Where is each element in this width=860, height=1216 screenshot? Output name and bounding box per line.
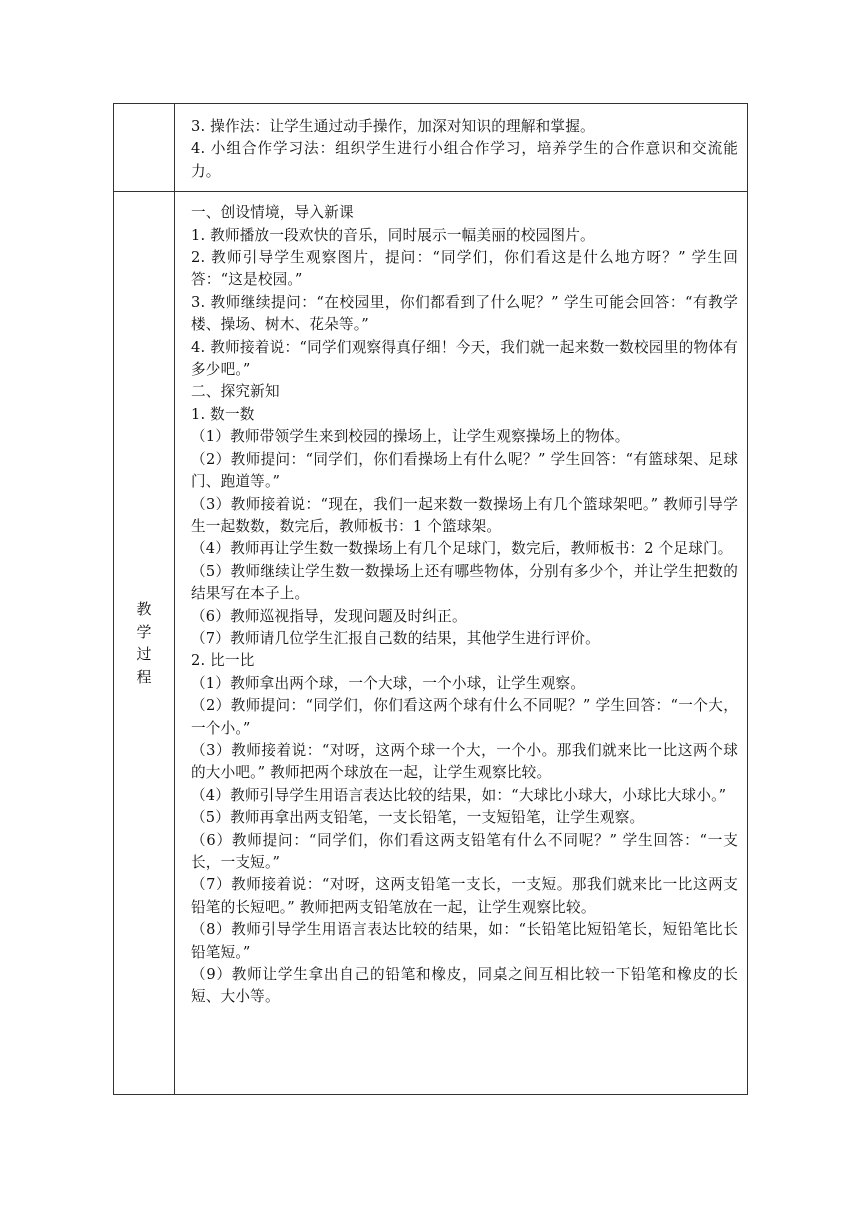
content-paragraph: 2. 比一比 [191, 652, 255, 670]
content-paragraph: （7）教师请几位学生汇报自己数的结果，其他学生进行评价。 [191, 629, 600, 647]
row-label-char: 过 [136, 645, 152, 664]
content-paragraph: （2）教师提问：“同学们，你们看这两个球有什么不同呢？” 学生回答：“一个大，一个小。” [191, 697, 738, 737]
content-paragraph: （9）教师让学生拿出自己的铅笔和橡皮，同桌之间互相比较一下铅笔和橡皮的长短、大小等。 [191, 966, 738, 1006]
content-paragraph: 1. 教师播放一段欢快的音乐，同时展示一幅美丽的校园图片。 [191, 226, 595, 244]
content-paragraph: （3）教师接着说：“对呀，这两个球一个大，一个小。那我们就来比一比这两个球的大小吧。” 教师把两个球放在一起，让学生观察比较。 [191, 741, 738, 782]
table-row-teaching-process [114, 192, 748, 1095]
content-lines [175, 192, 747, 1017]
content-paragraph: （3）教师接着说：“现在，我们一起来数一数操场上有几个篮球架吧。” 教师引导学生一起数数，数完后，教师板书：1 个篮球架。 [191, 495, 738, 535]
content-paragraph: （4）教师引导学生用语言表达比较的结果，如：“大球比小球大，小球比大球小。” [191, 786, 727, 804]
row-label-cell [114, 104, 175, 192]
content-paragraph: 二、探究新知 [191, 383, 280, 401]
content-paragraph: （6）教师巡视指导，发现问题及时纠正。 [191, 607, 467, 625]
content-paragraph: 一、创设情境，导入新课 [191, 204, 354, 222]
content-paragraph: （8）教师引导学生用语言表达比较的结果，如：“长铅笔比短铅笔长，短铅笔比长铅笔短。” [191, 921, 738, 961]
content-paragraph: 3. 操作法：让学生通过动手操作，加深对知识的理解和掌握。 [191, 118, 595, 135]
content-paragraph: 4. 小组合作学习法：组织学生进行小组合作学习，培养学生的合作意识和交流能力。 [191, 140, 738, 180]
content-paragraph: （1）教师带领学生来到校园的操场上，让学生观察操场上的物体。 [191, 428, 630, 446]
row-label [114, 598, 174, 688]
row-label-char: 程 [136, 667, 152, 686]
content-cell [175, 104, 748, 192]
lesson-plan-table [113, 103, 748, 1095]
content-paragraph: （6）教师提问：“同学们，你们看这两支铅笔有什么不同呢？” 学生回答：“一支长，一支短。” [191, 831, 738, 871]
content-lines [175, 104, 747, 191]
content-paragraph: 3. 教师继续提问：“在校园里，你们都看到了什么呢？” 学生可能会回答：“有教学楼、操场、树木、花朵等。” [191, 293, 738, 334]
content-paragraph: 4. 教师接着说：“同学们观察得真仔细！今天，我们就一起来数一数校园里的物体有多少吧。” [191, 338, 738, 379]
content-paragraph: （2）教师提问：“同学们，你们看操场上有什么呢？” 学生回答：“有篮球架、足球门、跑道等。” [191, 450, 738, 491]
content-paragraph: （5）教师继续让学生数一数操场上还有哪些物体，分别有多少个，并让学生把数的结果写在本子上。 [191, 562, 738, 603]
table-row-methods [114, 104, 748, 192]
content-cell [175, 192, 748, 1095]
row-label-cell [114, 192, 175, 1095]
row-label-char: 教 [136, 600, 152, 619]
content-paragraph: （1）教师拿出两个球，一个大球，一个小球，让学生观察。 [191, 674, 586, 692]
content-paragraph: 2. 教师引导学生观察图片，提问：“同学们，你们看这是什么地方呀？” 学生回答：“这是校园。” [191, 249, 738, 289]
row-label-char: 学 [136, 622, 152, 641]
content-paragraph: （5）教师再拿出两支铅笔，一支长铅笔，一支短铅笔，让学生观察。 [191, 809, 645, 827]
content-paragraph: （4）教师再让学生数一数操场上有几个足球门，数完后，教师板书：2 个足球门。 [191, 540, 733, 558]
content-paragraph: 1. 数一数 [191, 405, 255, 423]
content-paragraph: （7）教师接着说：“对呀，这两支铅笔一支长，一支短。那我们就来比一比这两支铅笔的长短吧。” 教师把两支铅笔放在一起，让学生观察比较。 [191, 876, 738, 916]
